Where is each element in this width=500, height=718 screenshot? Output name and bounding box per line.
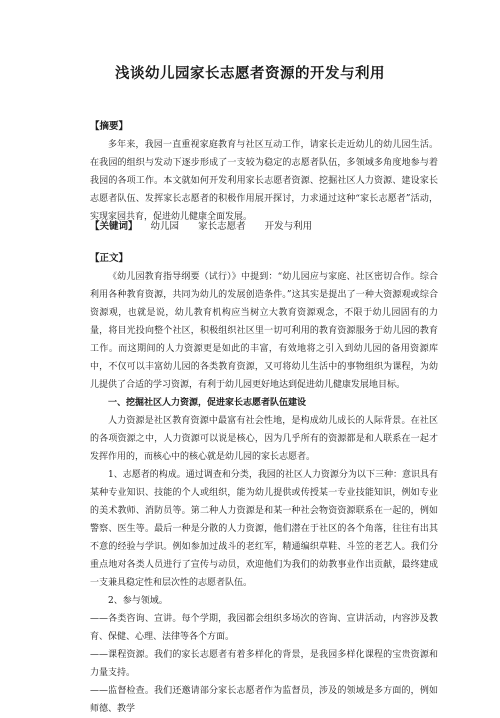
keywords-tag: 【关键词】 xyxy=(90,221,138,232)
body-section xyxy=(90,250,438,718)
body-paragraph: ——监督检查。我们还邀请部分家长志愿者作为监督员，涉及的领域是多方面的，例如师德、教学 xyxy=(90,686,438,714)
page-title: 浅谈幼儿园家长志愿者资源的开发与利用 xyxy=(115,65,385,82)
body-paragraph: 1、志愿者的构成。通过调查和分类，我园的社区人力资源分为以下三种：意识具有某种专业知识、技能的个人或组织，能为幼儿提供或传授某一专业技能知识，例如专业的美术教师、消防员等。第二种人力资源是和某一种社会物资资源联系在一起的，例如警察、医生等。最后一种是分散的人力资源，他们潜在于社区的各个角落，往往有出其不意的经验与学识。例如参加过战斗的老红军，精通编织草鞋、斗笠的老艺人。我们分重点地对各类人员进行了宣传与动员，欢迎他们为我们的幼教事业作出贡献，最终建成一支兼具稳定性和层次性的志愿者队伍。 xyxy=(90,470,438,588)
body-paragraph: ——课程资源。我们的家长志愿者有着多样化的背景，是我园多样化课程的宝贵资源和力量支持。 xyxy=(90,650,438,678)
keyword-item: 幼儿园 xyxy=(150,221,180,232)
body-paragraph: 人力资源是社区教育资源中最富有社会性地，是构成幼儿成长的人际背景。在社区的各项资源之中，人力资源可以说是核心，因为几乎所有的资源都是和人联系在一起才发挥作用的，而核心中的核心就是幼儿园的家长志愿者。 xyxy=(90,416,438,462)
section-heading: 一、挖掘社区人力资源，促进家长志愿者队伍建设 xyxy=(108,398,307,408)
body-tag: 【正文】 xyxy=(90,253,129,264)
body-paragraph: 《幼儿园教育指导纲要（试行）》中提到：“幼儿园应与家庭、社区密切合作。综合利用各种教育资源，共同为幼儿的发展创造条件。”这其实是提出了一种大资源观或综合资源观，也就是说，幼儿教育机构应当树立大教育资源观念，不限于幼儿园固有的力量，将目光投向整个社区，积极组织社区里一切可利用的教育资源服务于幼儿园的教育工作。而这期间的人力资源更是如此的丰富，有效地将之引入到幼儿园的备用资源库中，不仅可以丰富幼儿园的各类教育资源，又可将幼儿生活中的事物组织为课程，为幼儿提供了合适的学习资源，有利于幼儿园更好地达到促进幼儿健康发展地目标。 xyxy=(90,272,438,390)
keywords-section xyxy=(90,218,438,236)
abstract-text: 多年来，我园一直重视家庭教育与社区互动工作，请家长走近幼儿的幼儿园生活。在我园的组织与发动下逐步形成了一支较为稳定的志愿者队伍，多领域多角度地参与着我园的各项工作。本文就如何开发利用家长志愿者资源、挖掘社区人力资源、建设家长志愿者队伍、发挥家长志愿者的积极作用展开探讨，力求通过这种“家长志愿者”活动，实现家园共育，促进幼儿健康全面发展。 xyxy=(90,140,438,222)
abstract-tag: 【摘要】 xyxy=(90,121,129,132)
body-paragraph: ——各类咨询、宣讲。每个学期，我园都会组织多场次的咨询、宣讲活动，内容涉及教育、保健、心理、法律等各个方面。 xyxy=(90,614,438,642)
keyword-item: 开发与利用 xyxy=(264,221,313,232)
body-paragraph: 2、参与领域。 xyxy=(108,596,168,606)
keyword-item: 家长志愿者 xyxy=(198,221,246,232)
abstract-section xyxy=(90,118,438,226)
